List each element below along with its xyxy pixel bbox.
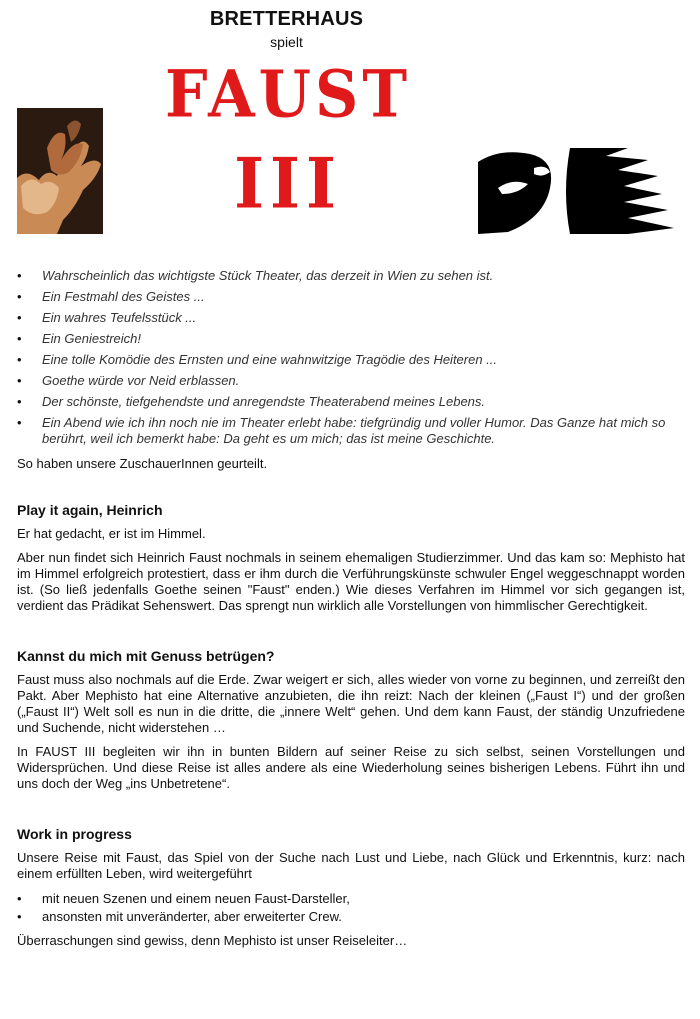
list-item: • Ein Abend wie ich ihn noch nie im Theater erlebt habe: tiefgründig und voller Humor. Das Ganze hat mich so berührt, weil ich bemerkt habe: Da geht es um mich; das ist meine Geschichte. bbox=[17, 415, 685, 447]
list-item: • Ein wahres Teufelsstück ... bbox=[17, 310, 685, 326]
section-body: Aber nun findet sich Heinrich Faust nochmals in seinem ehemaligen Studierzimmer. Und das kam so: Mephisto hat im Himmel erfolgreich protestiert, dass er ihm durch die Verführungskünste schwuler Engel weggeschnappt worden ist. (So ließ jedenfalls Goethe seinen "Faust" enden.) Wie dieses Verfahren im Himmel vor sich gegangen ist, verdient das Prädikat Sehenswert. Das sprengt nun wirklich alle Vorstellungen von himmlischer Gerechtigkeit. bbox=[17, 550, 685, 613]
section-intro: Er hat gedacht, er ist im Himmel. bbox=[17, 526, 206, 541]
closing-text: Überraschungen sind gewiss, denn Mephisto ist unser Reiseleiter… bbox=[17, 933, 408, 948]
section-heading: Kannst du mich mit Genuss betrügen? bbox=[17, 648, 275, 664]
mask-logo-image bbox=[478, 148, 678, 234]
hands-image bbox=[17, 108, 103, 234]
main-content bbox=[17, 268, 685, 949]
play-title: FAUST bbox=[165, 57, 411, 133]
list-item: • Ein Festmahl des Geistes ... bbox=[17, 289, 685, 305]
list-item: • Eine tolle Komödie des Ernsten und eine wahnwitzige Tragödie des Heiteren ... bbox=[17, 352, 685, 368]
section-play-it-again bbox=[17, 501, 685, 614]
list-item: • Ein Geniestreich! bbox=[17, 331, 685, 347]
organization-name: BRETTERHAUS bbox=[209, 8, 364, 30]
list-item: • Goethe würde vor Neid erblassen. bbox=[17, 373, 685, 389]
section-body: Unsere Reise mit Faust, das Spiel von der Suche nach Lust und Liebe, nach Glück und Erkenntnis, kurz: nach einem erfüllten Leben, wird weitergeführt bbox=[17, 850, 685, 881]
section-body: Faust muss also nochmals auf die Erde. Zwar weigert er sich, alles wieder von vorne zu beginnen, und zerreißt den Pakt. Aber Mephisto hat eine Alternative anzubieten, die ihn reizt: Nach der kleinen („Faust I“) und der großen („Faust II“) Welt soll es nun in die dritte, die „innere Welt“ gehen. Und dem kann Faust, der ständig Unzufriedene und Suchende, nicht widerstehen … bbox=[17, 672, 685, 735]
list-item: • ansonsten mit unveränderter, aber erweiterter Crew. bbox=[17, 909, 685, 925]
list-item: • Der schönste, tiefgehendste und anregendste Theaterabend meines Lebens. bbox=[17, 394, 685, 410]
verb-line: spielt bbox=[270, 34, 303, 50]
section-heading: Work in progress bbox=[17, 826, 132, 842]
changes-list bbox=[17, 891, 685, 925]
section-work-in-progress bbox=[17, 825, 685, 949]
section-body: In FAUST III begleiten wir ihn in bunten Bildern auf seiner Reise zu sich selbst, seinen Vorstellungen und Widersprüchen. Und diese Reise ist alles andere als eine Wiederholung seines bisherigen Lebens. Führt ihn und uns doch der Weg „ins Unbetretene“. bbox=[17, 744, 685, 791]
list-item: • Wahrscheinlich das wichtigste Stück Theater, das derzeit in Wien zu sehen ist. bbox=[17, 268, 685, 284]
verdict-text: So haben unsere ZuschauerInnen geurteilt. bbox=[17, 456, 268, 471]
play-numeral: III bbox=[234, 143, 342, 225]
poster-header bbox=[0, 0, 700, 260]
section-heading: Play it again, Heinrich bbox=[17, 502, 163, 518]
list-item: • mit neuen Szenen und einem neuen Faust-Darsteller, bbox=[17, 891, 685, 907]
section-genuss bbox=[17, 647, 685, 792]
audience-quotes-list bbox=[17, 268, 685, 447]
